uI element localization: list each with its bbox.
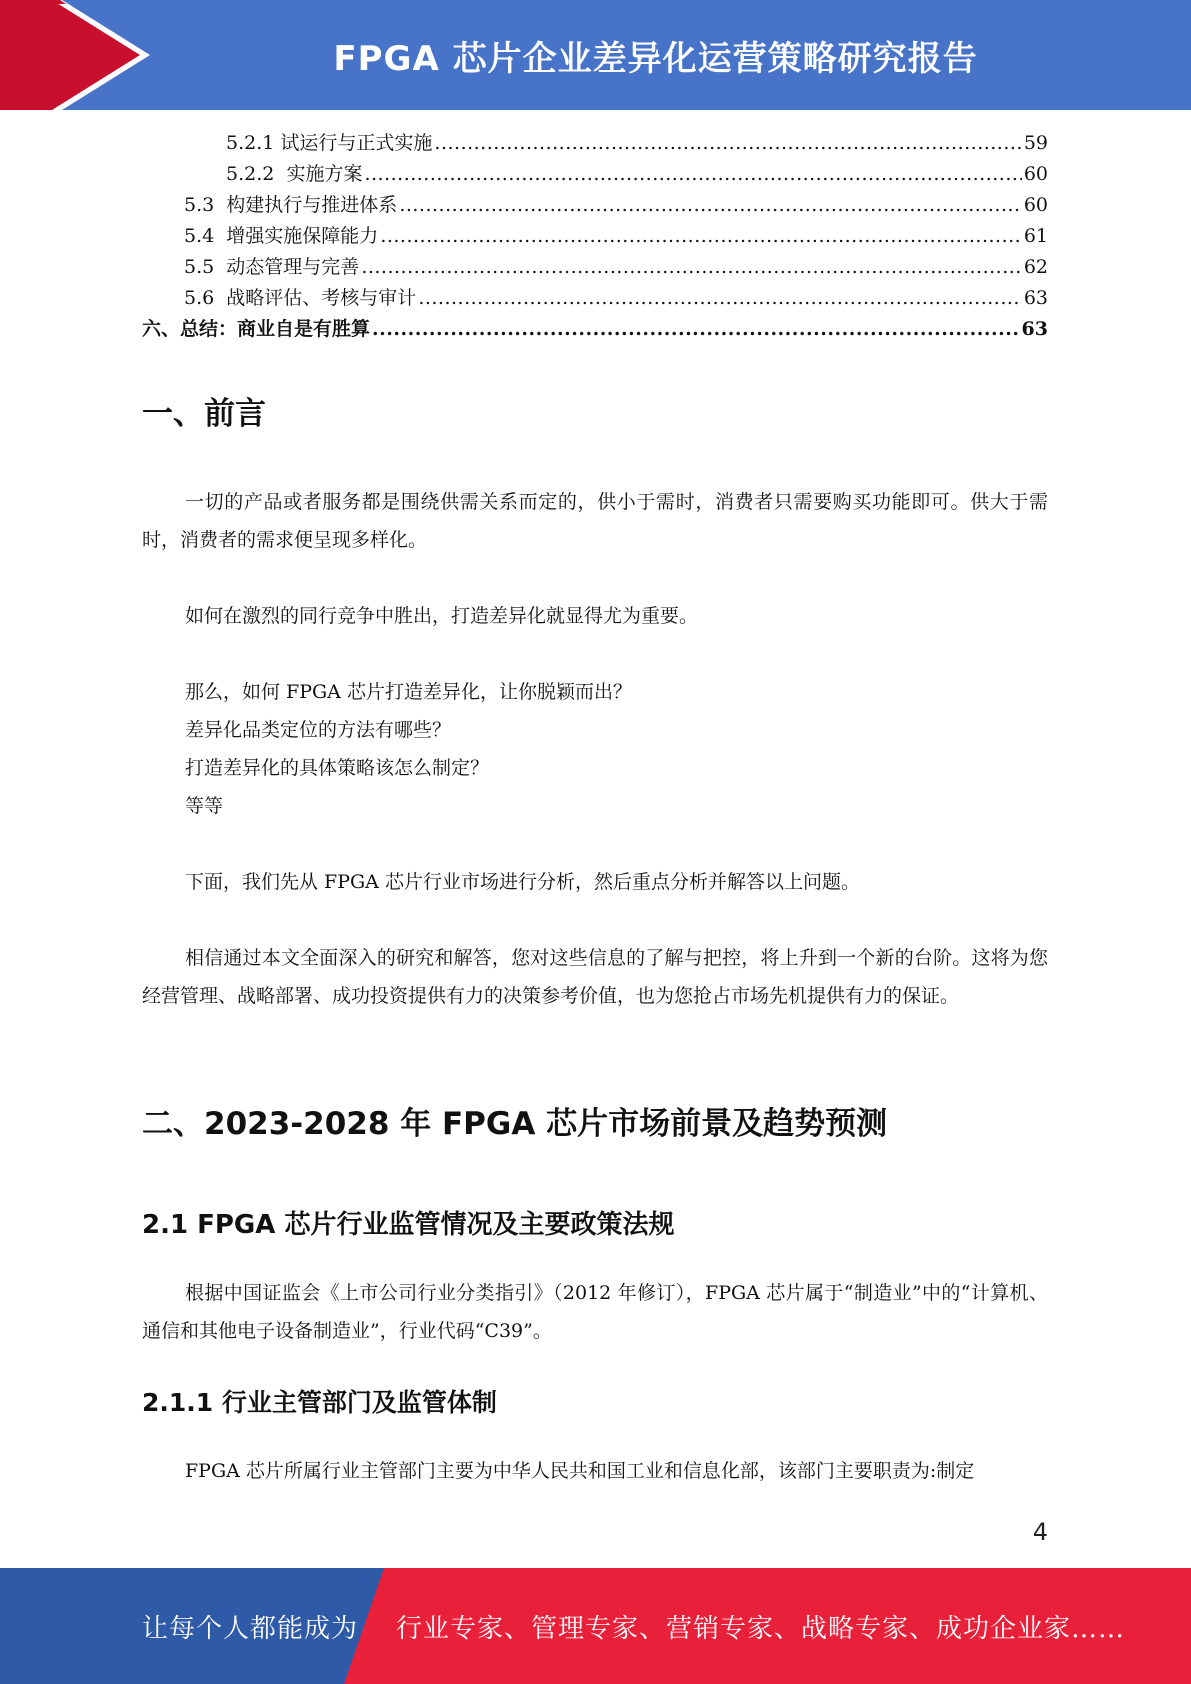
question-line: 那么，如何 FPGA 芯片打造差异化，让你脱颖而出？ — [185, 681, 632, 703]
toc-entry-label: 构建执行与推进体系 — [226, 194, 398, 216]
paragraph: 一切的产品或者服务都是围绕供需关系而定的，供小于需时，消费者只需要购买功能即可。供大于需时，消费者的需求便呈现多样化。 — [142, 491, 1048, 551]
toc-entry-number: 5.2.2 — [226, 163, 287, 185]
toc-entry[interactable] — [142, 159, 1048, 190]
toc-entry-page: 60 — [1023, 163, 1048, 185]
toc-leader-dots — [372, 314, 1020, 345]
subsection-heading: 2.1 FPGA 芯片行业监管情况及主要政策法规 — [142, 1210, 675, 1240]
toc-leader-dots — [418, 283, 1022, 314]
toc-leader-dots — [434, 128, 1021, 159]
toc-entry-page: 61 — [1023, 225, 1048, 247]
toc-leader-dots — [380, 221, 1022, 252]
section-heading-preface: 一、前言 — [142, 396, 266, 432]
question-line: 打造差异化的具体策略该怎么制定？ — [185, 757, 490, 779]
report-header — [0, 0, 1191, 110]
section-heading-market: 二、2023-2028 年 FPGA 芯片市场前景及趋势预测 — [142, 1106, 888, 1142]
toc-entry[interactable] — [142, 283, 1048, 314]
paragraph: 根据中国证监会《上市公司行业分类指引》（2012 年修订），FPGA 芯片属于“制造业”中的“计算机、通信和其他电子设备制造业”，行业代码“C39”。 — [142, 1282, 1048, 1342]
toc-entry-number: 5.4 — [184, 225, 227, 247]
toc-entry-label: 战略评估、考核与审计 — [226, 287, 417, 309]
toc-leader-dots — [361, 252, 1022, 283]
question-line: 等等 — [185, 795, 224, 817]
table-of-contents — [142, 128, 1048, 345]
report-title: FPGA 芯片企业差异化运营策略研究报告 — [333, 38, 978, 79]
footer-slogan-right: 行业专家、管理专家、营销专家、战略专家、成功企业家…… — [396, 1613, 1126, 1644]
toc-entry-label: 增强实施保障能力 — [226, 225, 379, 247]
toc-entry-page: 60 — [1023, 194, 1048, 216]
toc-entry-number: 5.3 — [184, 194, 227, 216]
paragraph: 如何在激烈的同行竞争中胜出，打造差异化就显得尤为重要。 — [185, 605, 699, 627]
toc-leader-dots — [399, 190, 1022, 221]
report-footer — [0, 1568, 1191, 1684]
paragraph: 相信通过本文全面深入的研究和解答，您对这些信息的了解与把控，将上升到一个新的台阶。这将为您经营管理、战略部署、成功投资提供有力的决策参考价值，也为您抢占市场先机提供有力的保证。 — [142, 947, 1048, 1007]
page-number: 4 — [1032, 1518, 1048, 1546]
toc-entry-label: 动态管理与完善 — [226, 256, 360, 278]
toc-entry-number: 5.6 — [184, 287, 227, 309]
toc-entry-label: 六、总结：商业自是有胜算 — [142, 318, 371, 340]
toc-entry-number: 5.5 — [184, 256, 227, 278]
toc-entry-label: 实施方案 — [286, 163, 363, 185]
question-line: 差异化品类定位的方法有哪些？ — [185, 719, 452, 741]
paragraph: FPGA 芯片所属行业主管部门主要为中华人民共和国工业和信息化部，该部门主要职责为:制定 — [185, 1460, 975, 1482]
paragraph: 下面，我们先从 FPGA 芯片行业市场进行分析，然后重点分析并解答以上问题。 — [185, 871, 860, 893]
toc-entry-number: 5.2.1 — [226, 132, 281, 154]
toc-entry-page: 59 — [1023, 132, 1048, 154]
toc-entry[interactable] — [142, 252, 1048, 283]
footer-slogan-left: 让每个人都能成为 — [142, 1613, 359, 1644]
toc-entry-page: 62 — [1023, 256, 1048, 278]
toc-leader-dots — [364, 159, 1021, 190]
toc-entry[interactable] — [142, 221, 1048, 252]
toc-entry[interactable] — [142, 190, 1048, 221]
toc-entry-page: 63 — [1021, 318, 1048, 340]
toc-entry-chapter[interactable] — [142, 314, 1048, 345]
toc-entry-label: 试运行与正式实施 — [280, 132, 433, 154]
toc-entry[interactable] — [142, 128, 1048, 159]
toc-entry-page: 63 — [1023, 287, 1048, 309]
subsection-heading: 2.1.1 行业主管部门及监管体制 — [142, 1388, 497, 1417]
